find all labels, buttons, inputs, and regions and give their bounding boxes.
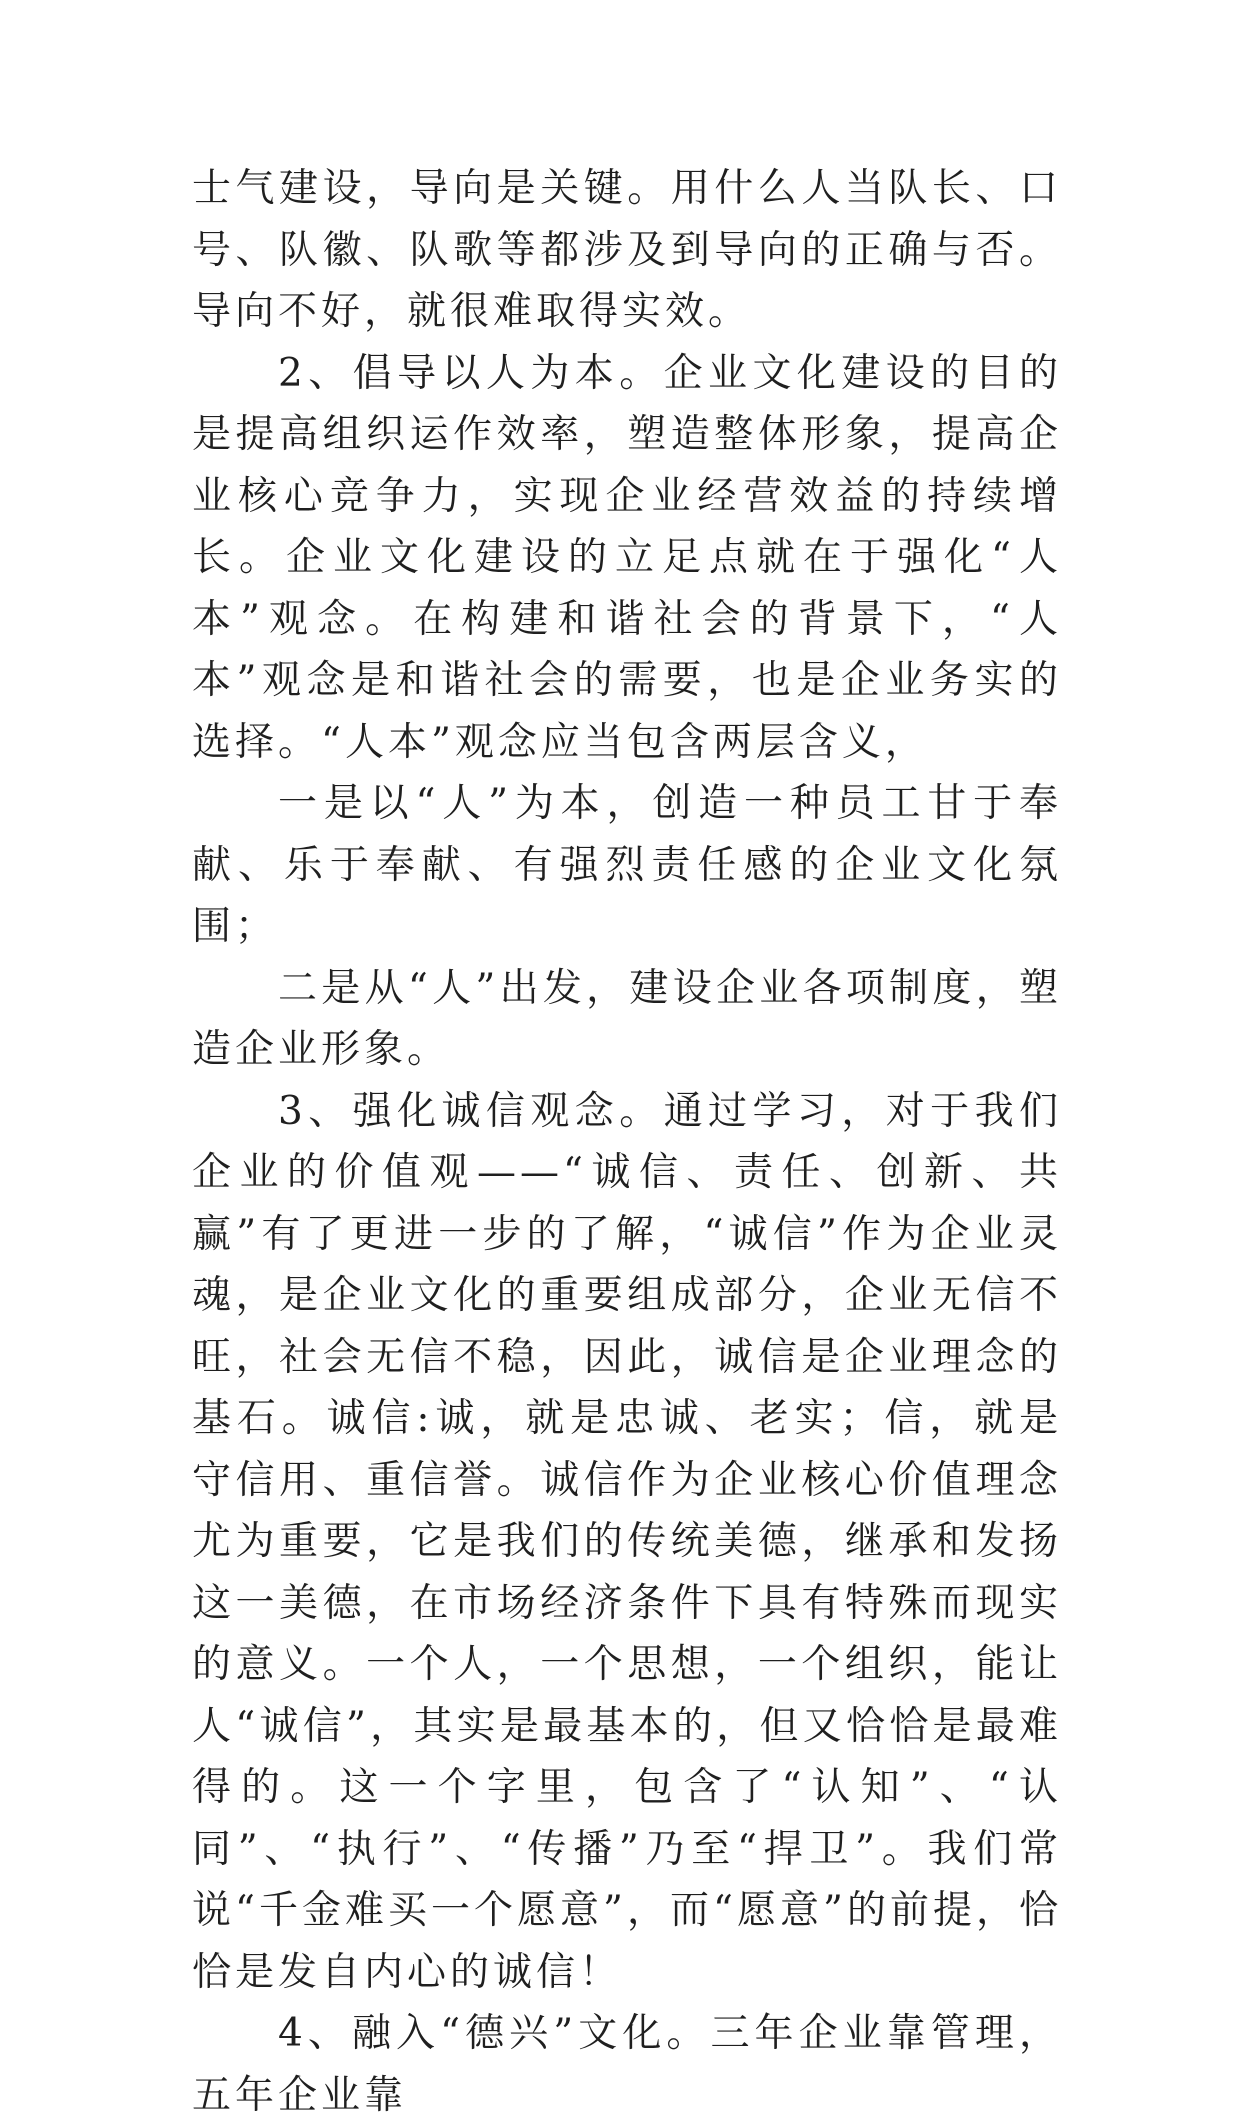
paragraph-point-3: 3、强化诚信观念。通过学习，对于我们企业的价值观——“诚信、责任、创新、共赢”有了更进一步的了解，“诚信”作为企业灵魂，是企业文化的重要组成部分，企业无信不旺，社会无信不稳，因此，诚信是企业理念的基石。诚信:诚，就是忠诚、老实；信，就是守信用、重信誉。诚信作为企业核心价值理念尤为重要，它是我们的传统美德，继承和发扬这一美德，在市场经济条件下具有特殊而现实的意义。一个人，一个思想，一个组织，能让人“诚信”，其实是最基本的，但又恰恰是最难得的。这一个字里，包含了“认知”、“认同”、“执行”、“传播”乃至“捍卫”。我们常说“千金难买一个愿意”，而“愿意”的前提，恰恰是发自内心的诚信！ bbox=[192, 1088, 1062, 1995]
paragraph-meaning-2: 二是从“人”出发，建设企业各项制度，塑造企业形象。 bbox=[192, 965, 1062, 1072]
paragraph-meaning-1: 一是以“人”为本，创造一种员工甘于奉献、乐于奉献、有强烈责任感的企业文化氛围； bbox=[192, 781, 1062, 949]
paragraph-intro-continued: 士气建设，导向是关键。用什么人当队长、口号、队徽、队歌等都涉及到导向的正确与否。导向不好，就很难取得实效。 bbox=[192, 166, 1062, 334]
paragraph-point-4: 4、融入“德兴”文化。三年企业靠管理，五年企业靠 bbox=[192, 2011, 1062, 2118]
document-body bbox=[192, 158, 1062, 2126]
paragraph-point-2: 2、倡导以人为本。企业文化建设的目的是提高组织运作效率，塑造整体形象，提高企业核心竞争力，实现企业经营效益的持续增长。企业文化建设的立足点就在于强化“人本”观念。在构建和谐社会的背景下，“人本”观念是和谐社会的需要，也是企业务实的选择。“人本”观念应当包含两层含义， bbox=[192, 350, 1062, 765]
